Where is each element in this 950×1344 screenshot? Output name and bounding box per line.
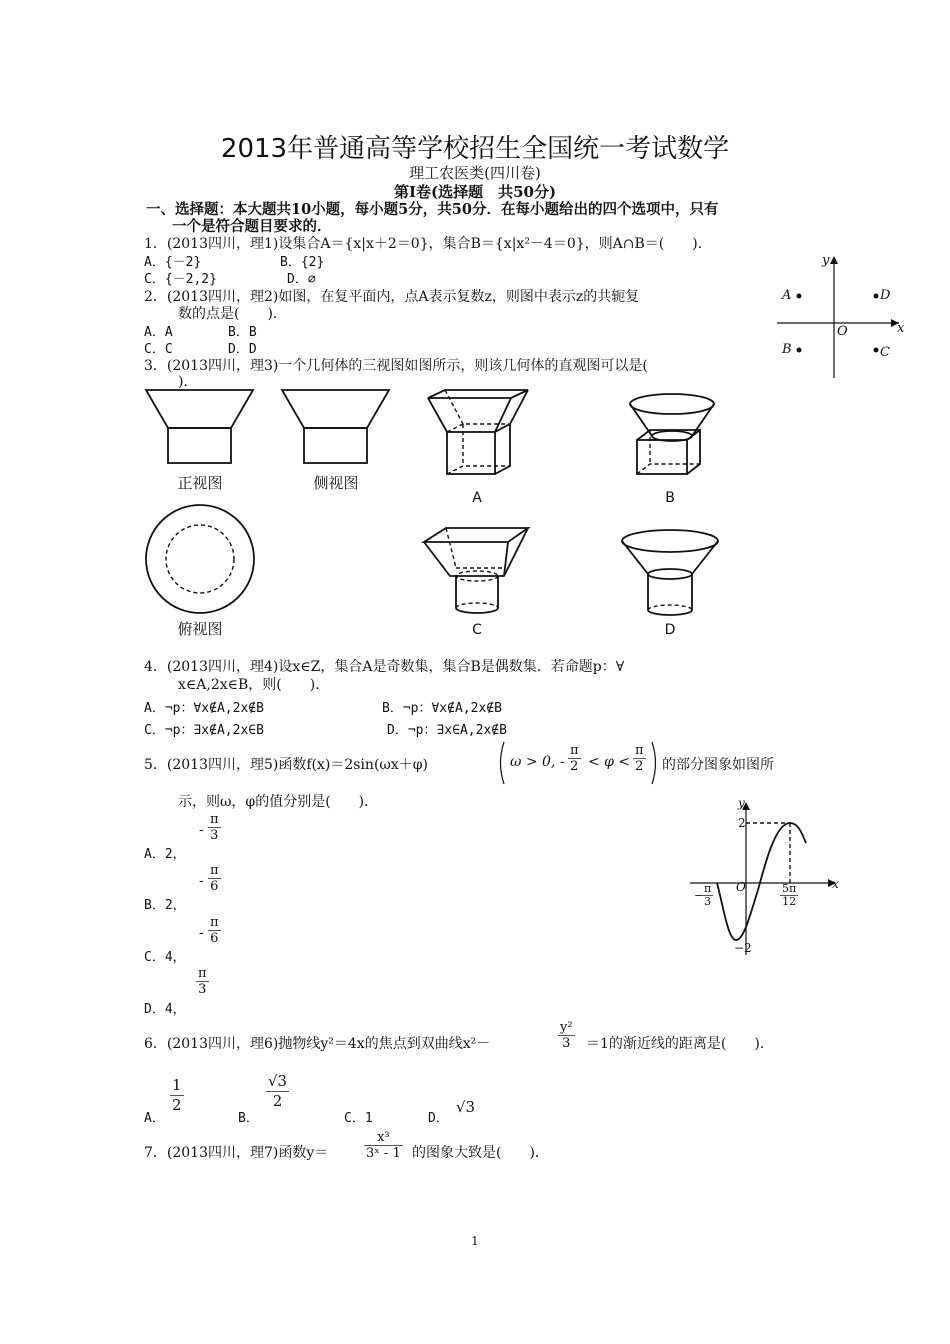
q5-fraction-right bbox=[633, 743, 646, 774]
q5-fraction-left-num: π bbox=[570, 743, 579, 758]
graph-xl-num: π bbox=[704, 882, 712, 895]
q5-option-a-den: 3 bbox=[210, 828, 219, 843]
graph-xl-frac bbox=[702, 883, 713, 908]
plane-x-label: x bbox=[897, 321, 905, 336]
q5-option-b-frac bbox=[208, 863, 221, 894]
q5-fraction-right-num: π bbox=[635, 743, 644, 758]
q5-option-d-den: 3 bbox=[198, 982, 207, 997]
q6-option-a: A． bbox=[144, 1111, 165, 1126]
q6-option-b-frac bbox=[266, 1072, 289, 1111]
q1-option-c: C．{－2,2} bbox=[144, 272, 217, 287]
option-d-solid bbox=[620, 528, 720, 618]
q5-left-paren bbox=[496, 740, 506, 786]
complex-plane-figure bbox=[775, 252, 910, 382]
q2-option-a: A．A bbox=[144, 325, 173, 340]
question-1: 1．(2013四川，理1)设集合A＝{x|x＋2＝0}，集合B＝{x|x²－4＝0}，则A∩B＝( )． bbox=[144, 236, 712, 252]
plane-origin-label: O bbox=[837, 324, 848, 339]
q5-fraction-left-den: 2 bbox=[570, 759, 579, 774]
question-7: 7．(2013四川，理7)函数y＝ bbox=[144, 1145, 329, 1161]
question-2-cont: 数的点是( )． bbox=[178, 306, 287, 322]
page-number: 1 bbox=[471, 1234, 479, 1248]
question-4: 4．(2013四川，理4)设x∈Z，集合A是奇数集，集合B是偶数集．若命题p：∀ bbox=[144, 659, 625, 675]
front-view-figure bbox=[144, 388, 256, 466]
q5-right-paren bbox=[650, 740, 660, 786]
plane-y-label: y bbox=[822, 253, 830, 268]
q2-option-c: C．C bbox=[144, 342, 173, 357]
q5-option-d-num: π bbox=[198, 966, 207, 981]
question-3-cont: )． bbox=[178, 374, 198, 390]
question-7-post: 的图象大致是( )． bbox=[412, 1145, 549, 1161]
q5-option-b: B．2， bbox=[144, 898, 186, 913]
q5-option-b-den: 6 bbox=[210, 879, 219, 894]
point-b-label: B bbox=[782, 342, 792, 357]
sine-graph-figure bbox=[688, 795, 838, 960]
q5-option-c-den: 6 bbox=[210, 931, 219, 946]
graph-ymin-label: −2 bbox=[734, 941, 752, 955]
top-view-caption: 俯视图 bbox=[177, 620, 223, 638]
q5-option-a: A．2， bbox=[144, 847, 186, 862]
q6-option-a-frac bbox=[170, 1076, 184, 1115]
question-6-post: ＝1的渐近线的距离是( )． bbox=[586, 1036, 774, 1052]
section-heading-cont: 一个是符合题目要求的． bbox=[172, 218, 332, 235]
q4-option-d: D．¬p：∃x∈A,2x∉B bbox=[387, 723, 507, 738]
q6-option-c: C．1 bbox=[344, 1111, 373, 1126]
q5-option-b-num: π bbox=[210, 863, 219, 878]
option-a-caption: A bbox=[472, 490, 482, 506]
q1-option-b: B．{2} bbox=[280, 255, 325, 270]
q6-hyperbola-frac bbox=[558, 1020, 575, 1051]
q6-option-b-den: 2 bbox=[272, 1092, 283, 1110]
q6-option-b: B． bbox=[238, 1111, 259, 1126]
q5-option-d: D．4， bbox=[144, 1002, 186, 1017]
q5-option-a-frac bbox=[208, 812, 221, 843]
section-heading: 一、选择题：本大题共10小题，每小题5分，共50分．在每小题给出的四个选项中，只有 bbox=[146, 201, 719, 218]
page-title: 2013年普通高等学校招生全国统一考试数学 bbox=[220, 134, 730, 164]
q5-option-b-sign: - bbox=[199, 873, 204, 889]
page-subtitle: 理工农医类(四川卷) bbox=[409, 164, 541, 182]
graph-xr-num: 5π bbox=[782, 882, 797, 895]
q6-frac-den: 3 bbox=[562, 1036, 571, 1051]
q7-function-frac bbox=[364, 1130, 403, 1161]
q5-option-c-frac bbox=[208, 915, 221, 946]
q2-option-d: D．D bbox=[228, 342, 257, 357]
q4-option-a: A．¬p：∀x∉A,2x∉B bbox=[144, 701, 264, 716]
question-5-cont: 示，则ω，φ的值分别是( )． bbox=[178, 794, 379, 810]
point-c-label: C bbox=[880, 345, 890, 360]
option-a-solid bbox=[420, 388, 535, 480]
question-6: 6．(2013四川，理6)抛物线y²＝4x的焦点到双曲线x²－ bbox=[144, 1036, 491, 1052]
graph-xl-den: 3 bbox=[704, 895, 712, 908]
q5-option-c: C．4， bbox=[144, 950, 186, 965]
graph-ymax-label: 2 bbox=[738, 816, 746, 830]
q6-option-a-den: 2 bbox=[172, 1096, 182, 1114]
q5-option-a-num: π bbox=[210, 812, 219, 827]
q5-option-d-frac bbox=[196, 966, 209, 997]
point-a-label: A bbox=[782, 288, 792, 303]
q5-condition-lt: < φ < bbox=[588, 754, 631, 770]
graph-y-label: y bbox=[738, 796, 745, 810]
graph-origin-label: O bbox=[736, 880, 746, 894]
option-b-solid bbox=[625, 392, 720, 480]
option-b-caption: B bbox=[665, 490, 675, 506]
graph-xr-den: 12 bbox=[782, 895, 797, 908]
question-5: 5．(2013四川，理5)函数f(x)＝2sin(ωx＋φ) bbox=[144, 757, 428, 773]
front-view-caption: 正视图 bbox=[177, 474, 223, 492]
q5-option-c-sign: - bbox=[199, 925, 204, 941]
side-view-figure bbox=[280, 388, 392, 466]
q1-option-d: D．∅ bbox=[287, 272, 316, 287]
side-view-caption: 侧视图 bbox=[313, 474, 359, 492]
q4-option-c: C．¬p：∃x∉A,2x∈B bbox=[144, 723, 264, 738]
q6-option-d: D． bbox=[428, 1111, 449, 1126]
question-2: 2．(2013四川，理2)如图，在复平面内，点A表示复数z，则图中表示z的共轭复 bbox=[144, 289, 640, 305]
q2-option-b: B．B bbox=[228, 325, 257, 340]
q7-frac-num: x³ bbox=[364, 1130, 403, 1146]
point-d-label: D bbox=[880, 288, 891, 303]
q5-option-a-sign: - bbox=[199, 822, 204, 838]
top-view-figure bbox=[144, 503, 256, 615]
q5-condition-a: ω > 0, - bbox=[510, 754, 565, 770]
q7-frac-den: 3ˣ - 1 bbox=[366, 1146, 401, 1161]
q6-option-d-value: √3 bbox=[456, 1098, 476, 1116]
question-5-post: 的部分图象如图所 bbox=[662, 757, 774, 773]
graph-xr-frac bbox=[780, 883, 798, 908]
question-3: 3．(2013四川，理3)一个几何体的三视图如图所示，则该几何体的直观图可以是( bbox=[144, 358, 648, 374]
q5-fraction-left bbox=[568, 743, 581, 774]
option-d-caption: D bbox=[664, 622, 676, 638]
q6-option-a-num: 1 bbox=[172, 1076, 182, 1094]
q5-fraction-right-den: 2 bbox=[635, 759, 644, 774]
option-c-solid bbox=[420, 524, 535, 616]
q6-option-b-num: √3 bbox=[268, 1072, 288, 1090]
graph-x-label: x bbox=[832, 877, 839, 891]
q5-option-c-num: π bbox=[210, 915, 219, 930]
question-4-cont: x∈A,2x∈B，则( )． bbox=[178, 677, 330, 693]
graph-xl-sign: − bbox=[694, 889, 704, 902]
part-heading: 第Ⅰ卷(选择题 共50分) bbox=[393, 183, 557, 201]
q6-frac-num: y² bbox=[560, 1020, 573, 1035]
q1-option-a: A．{－2} bbox=[144, 255, 202, 270]
option-c-caption: C bbox=[472, 622, 482, 638]
q4-option-b: B．¬p：∀x∉A,2x∉B bbox=[382, 701, 502, 716]
